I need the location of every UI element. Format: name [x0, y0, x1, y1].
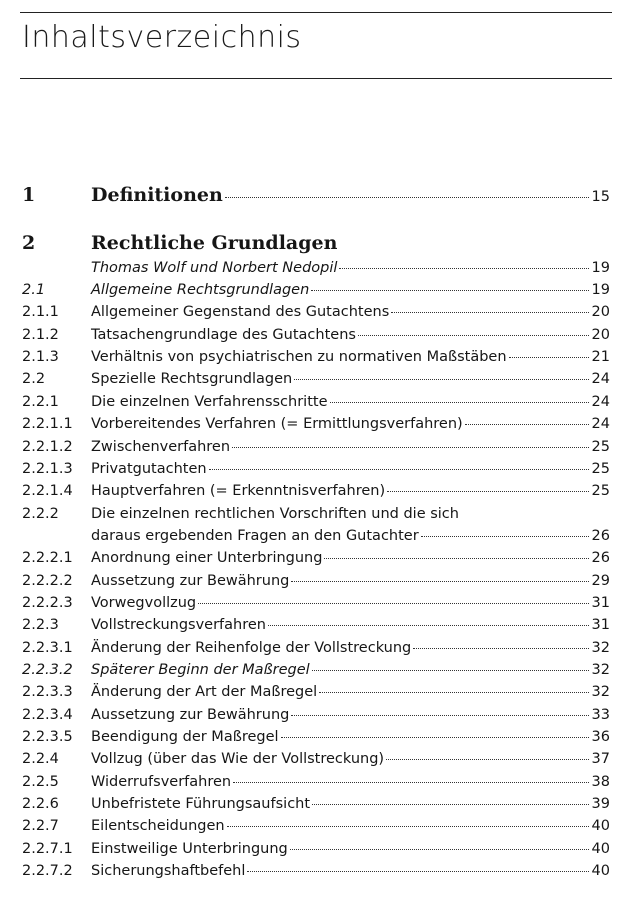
dot-leader [294, 379, 588, 380]
entry-title: Aussetzung zur Bewährung [91, 706, 290, 723]
entry-number: 2.2.6 [22, 796, 59, 813]
dot-leader [386, 759, 588, 760]
dot-leader [225, 197, 589, 198]
chapter-title: Rechtliche Grundlagen [91, 232, 338, 254]
entry-number: 2.2.3.5 [22, 729, 73, 745]
dot-leader [232, 447, 589, 448]
entry-number: 2.2.3.1 [22, 639, 73, 656]
dot-leader [247, 871, 588, 872]
page-number: 25 [591, 460, 610, 477]
entry-number: 2.2.1 [22, 393, 59, 410]
entry-title: Änderung der Art der Maßregel [91, 684, 318, 701]
dot-leader [319, 692, 588, 693]
page-number: 24 [591, 393, 610, 410]
page-number: 33 [591, 706, 610, 723]
entry-number: 2.1.1 [22, 304, 59, 321]
dot-leader [291, 715, 588, 716]
page-number: 37 [591, 751, 610, 768]
dot-leader [391, 312, 588, 313]
entry-title: Zwischenverfahren [91, 438, 231, 455]
page-number: 32 [591, 662, 610, 678]
entry-title: Sicherungshaftbefehl [91, 863, 246, 880]
entry-number: 2.2.3.3 [22, 684, 73, 701]
entry-title: Unbefristete Führungsaufsicht [91, 796, 311, 813]
dot-leader [387, 491, 588, 492]
entry-number: 2.2 [22, 371, 46, 388]
page-number: 24 [591, 416, 610, 433]
page-number: 32 [591, 639, 610, 656]
page-number: 38 [591, 773, 610, 790]
chapter-number: 2 [22, 232, 36, 254]
entry-number: 2.2.2 [22, 505, 59, 522]
dot-leader [312, 670, 589, 671]
entry-title: Privatgutachten [91, 460, 207, 477]
page-number: 31 [591, 617, 610, 634]
entry-number: 2.2.3.2 [22, 662, 73, 678]
dot-leader [227, 826, 589, 827]
page-number: 31 [591, 594, 610, 611]
page-number: 25 [591, 483, 610, 500]
dot-leader [281, 737, 589, 738]
top-rule [20, 12, 612, 13]
entry-title: Hauptverfahren (= Erkenntnisverfahren) [91, 483, 386, 500]
entry-number: 2.2.7 [22, 818, 59, 835]
entry-title: Die einzelnen Verfahrensschritte [91, 393, 328, 410]
page-number: 26 [591, 550, 610, 567]
dot-leader [358, 335, 589, 336]
page-number: 15 [591, 189, 610, 205]
entry-title: Eilentscheidungen [91, 818, 225, 835]
title-rule [20, 78, 612, 79]
page-number: 21 [591, 349, 610, 366]
dot-leader [290, 849, 589, 850]
entry-title: Spezielle Rechtsgrundlagen [91, 371, 293, 388]
page-number: 39 [591, 796, 610, 813]
entry-number: 2.1 [22, 282, 46, 298]
entry-number: 2.2.2.2 [22, 572, 73, 589]
entry-number: 2.2.1.1 [22, 416, 73, 433]
entry-title-line: Die einzelnen rechtlichen Vorschriften und die sich [91, 505, 459, 522]
page-number: 36 [591, 729, 610, 745]
entry-title: Widerrufsverfahren [91, 773, 232, 790]
dot-leader [198, 603, 588, 604]
entry-number: 2.2.4 [22, 751, 59, 768]
entry-title: Aussetzung zur Bewährung [91, 572, 290, 589]
page-number: 20 [591, 304, 610, 321]
page-number: 26 [591, 527, 610, 544]
dot-leader [233, 782, 588, 783]
chapter-number: 1 [22, 184, 36, 206]
page-title: Inhaltsverzeichnis [22, 20, 302, 55]
dot-leader [268, 625, 589, 626]
dot-leader [421, 536, 589, 537]
page-number: 25 [591, 438, 610, 455]
dot-leader [465, 424, 589, 425]
entry-number: 2.2.5 [22, 773, 59, 790]
authors-text: Thomas Wolf und Norbert Nedopil [91, 260, 338, 276]
page-number: 40 [591, 840, 610, 857]
entry-number: 2.2.2.3 [22, 594, 73, 611]
page-number: 32 [591, 684, 610, 701]
entry-number: 2.2.2.1 [22, 550, 73, 567]
entry-number: 2.2.1.2 [22, 438, 73, 455]
dot-leader [209, 469, 589, 470]
entry-title: Späterer Beginn der Maßregel [91, 662, 310, 678]
entry-title: Tatsachengrundlage des Gutachtens [91, 326, 356, 343]
dot-leader [291, 581, 588, 582]
entry-number: 2.2.3 [22, 617, 59, 634]
entry-number: 2.2.7.1 [22, 840, 73, 857]
entry-number: 2.1.3 [22, 349, 59, 366]
entry-title: Vollstreckungsverfahren [91, 617, 266, 634]
page-number: 20 [591, 326, 610, 343]
page-number: 29 [591, 572, 610, 589]
entry-title: Beendigung der Maßregel [91, 729, 279, 745]
page-number: 19 [591, 282, 610, 298]
page-number: 40 [591, 818, 610, 835]
dot-leader [339, 268, 588, 269]
entry-number: 2.2.1.3 [22, 460, 73, 477]
entry-title: Anordnung einer Unterbringung [91, 550, 323, 567]
dot-leader [312, 804, 589, 805]
entry-title: Änderung der Reihenfolge der Vollstreckung [91, 639, 412, 656]
entry-number: 2.2.7.2 [22, 863, 73, 880]
entry-title: Allgemeine Rechtsgrundlagen [91, 282, 310, 298]
chapter-title: Definitionen [91, 184, 223, 206]
entry-number: 2.1.2 [22, 326, 59, 343]
entry-title: Allgemeiner Gegenstand des Gutachtens [91, 304, 390, 321]
dot-leader [413, 648, 588, 649]
page-number: 24 [591, 371, 610, 388]
entry-number: 2.2.1.4 [22, 483, 73, 500]
dot-leader [509, 357, 589, 358]
dot-leader [324, 558, 588, 559]
entry-title: Verhältnis von psychiatrischen zu normativen Maßstäben [91, 349, 507, 366]
dot-leader [311, 290, 588, 291]
entry-title: Vorwegvollzug [91, 594, 197, 611]
entry-title: Vorbereitendes Verfahren (= Ermittlungsverfahren) [91, 416, 463, 433]
entry-title: Vollzug (über das Wie der Vollstreckung) [91, 751, 385, 768]
entry-title: Einstweilige Unterbringung [91, 840, 288, 857]
page-number: 40 [591, 863, 610, 880]
entry-title: daraus ergebenden Fragen an den Gutachter [91, 527, 419, 544]
entry-number: 2.2.3.4 [22, 706, 73, 723]
page-number: 19 [591, 260, 610, 276]
dot-leader [330, 402, 589, 403]
